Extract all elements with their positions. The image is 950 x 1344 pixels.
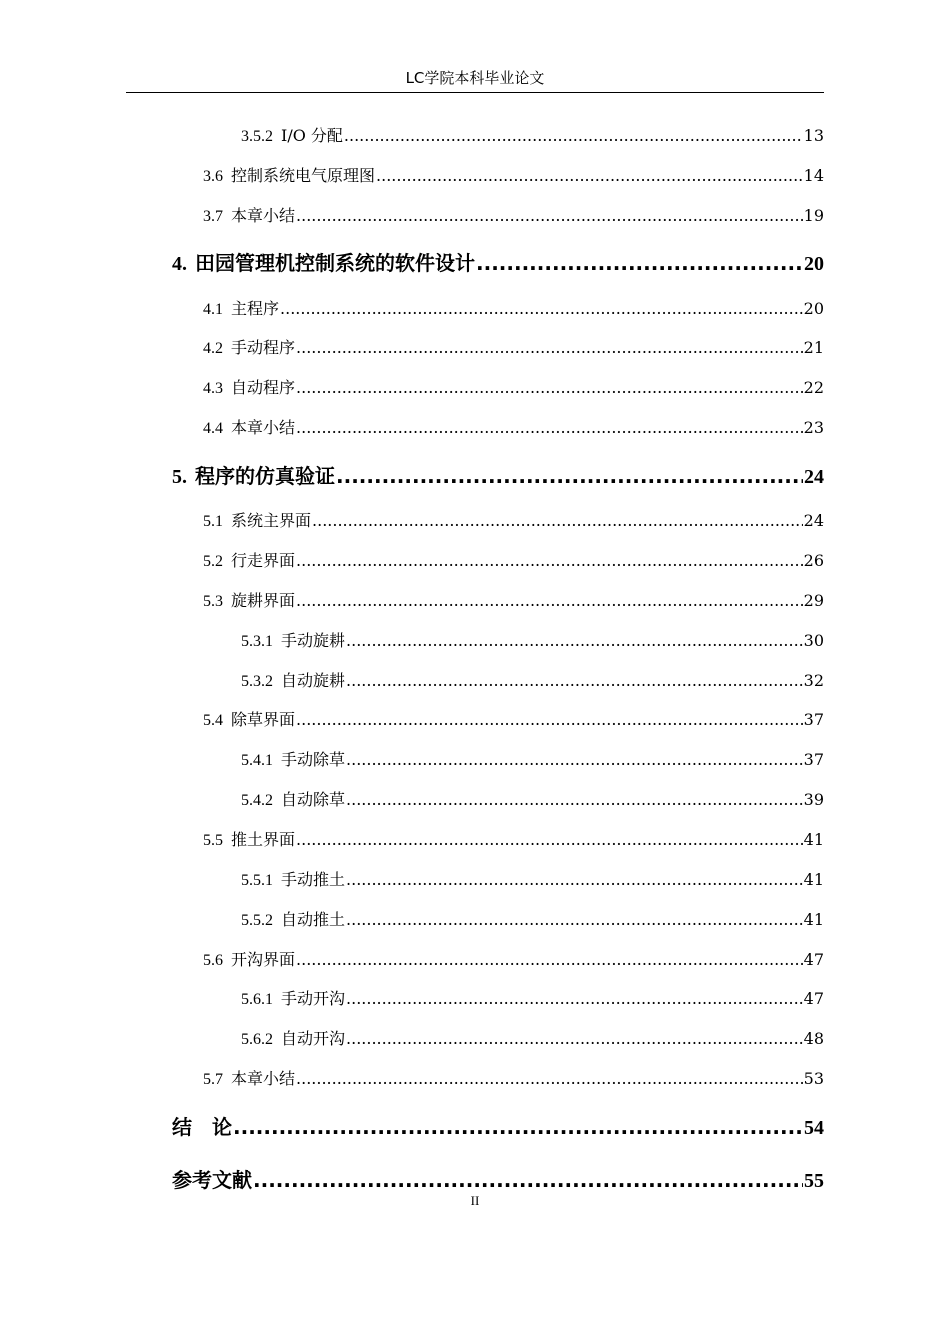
dot-leader	[346, 671, 803, 690]
toc-entry-page: 37	[803, 710, 824, 729]
toc-entry-page: 20	[803, 299, 824, 318]
toc-entry-number: 5.2	[203, 553, 223, 570]
toc-entry-number: 5.4.2	[241, 792, 273, 809]
toc-entry-number: 5.5.1	[241, 872, 273, 889]
toc-references[interactable]	[172, 1164, 824, 1193]
toc-entry-number: 4.4	[203, 420, 223, 437]
toc-entry-title: I/O 分配	[281, 126, 343, 145]
toc-entry-page: 14	[803, 166, 824, 185]
toc-entry-number: 5.5.2	[241, 912, 273, 929]
toc-entry-page: 24	[804, 466, 824, 488]
dot-leader	[296, 378, 803, 397]
toc-entry-title: 主程序	[231, 299, 280, 318]
dot-leader	[296, 1069, 803, 1088]
toc-entry-title: 除草界面	[231, 710, 296, 729]
toc-entry-title: 程序的仿真验证	[195, 464, 335, 488]
toc-entry-4-3[interactable]	[203, 375, 824, 398]
toc-entry-5-1[interactable]	[203, 508, 824, 531]
toc-entry-page: 48	[803, 1029, 824, 1048]
toc-entry-page: 32	[803, 671, 824, 690]
toc-entry-title: 手动除草	[281, 750, 346, 769]
toc-entry-title: 本章小结	[231, 418, 296, 437]
dot-leader	[346, 910, 803, 929]
toc-entry-title: 控制系统电气原理图	[231, 166, 376, 185]
toc-entry-5-3-1[interactable]	[241, 628, 824, 651]
toc-chapter-5[interactable]	[172, 460, 824, 489]
toc-conclusion[interactable]	[172, 1111, 824, 1140]
toc-entry-number: 4.2	[203, 340, 223, 357]
dot-leader	[346, 1029, 803, 1048]
toc-entry-4-1[interactable]	[203, 296, 824, 319]
page-number: II	[470, 1193, 480, 1208]
dot-leader	[346, 750, 803, 769]
dot-leader	[344, 126, 803, 145]
toc-entry-number: 5.5	[203, 832, 223, 849]
toc-entry-title: 自动推土	[281, 910, 346, 929]
toc-entry-5-2[interactable]	[203, 548, 824, 571]
toc-entry-5-3[interactable]	[203, 588, 824, 611]
toc-entry-page: 26	[803, 551, 824, 570]
toc-entry-5-3-2[interactable]	[241, 668, 824, 691]
toc-entry-page: 47	[803, 989, 824, 1008]
toc-entry-4-4[interactable]	[203, 415, 824, 438]
toc-entry-title: 自动程序	[231, 378, 296, 397]
toc-entry-title: 开沟界面	[231, 950, 296, 969]
toc-entry-title: 自动开沟	[281, 1029, 346, 1048]
toc-entry-number: 5.4.1	[241, 752, 273, 769]
toc-entry-title: 本章小结	[231, 1069, 296, 1088]
toc-entry-page: 29	[803, 591, 824, 610]
dot-leader	[296, 591, 803, 610]
toc-entry-3-7[interactable]	[203, 203, 824, 226]
toc-entry-page: 24	[803, 511, 824, 530]
toc-entry-number: 5.6	[203, 952, 223, 969]
toc-entry-5-4-2[interactable]	[241, 787, 824, 810]
dot-leader	[233, 1115, 803, 1139]
toc-entry-5-4-1[interactable]	[241, 747, 824, 770]
toc-entry-title: 本章小结	[231, 206, 296, 225]
dot-leader	[296, 830, 803, 849]
dot-leader	[296, 950, 803, 969]
toc-entry-5-5-2[interactable]	[241, 907, 824, 930]
toc-entry-number: 3.6	[203, 168, 223, 185]
toc-entry-page: 13	[803, 126, 824, 145]
dot-leader	[346, 989, 803, 1008]
dot-leader	[253, 1168, 803, 1192]
toc-entry-title: 结 论	[172, 1115, 232, 1139]
toc-entry-4-2[interactable]	[203, 335, 824, 358]
toc-entry-page: 41	[803, 910, 824, 929]
toc-entry-5-5[interactable]	[203, 827, 824, 850]
toc-entry-page: 19	[803, 206, 824, 225]
toc-entry-page: 55	[804, 1170, 824, 1192]
toc-entry-page: 21	[803, 338, 824, 357]
toc-entry-number: 5.7	[203, 1071, 223, 1088]
toc-entry-page: 20	[804, 253, 824, 275]
toc-entry-5-6[interactable]	[203, 947, 824, 970]
toc-entry-page: 23	[803, 418, 824, 437]
toc-entry-3-5-2[interactable]	[241, 123, 824, 146]
dot-leader	[336, 464, 803, 488]
dot-leader	[280, 299, 803, 318]
toc-chapter-4[interactable]	[172, 247, 824, 276]
dot-leader	[476, 251, 803, 275]
toc-entry-5-4[interactable]	[203, 707, 824, 730]
toc-entry-page: 54	[804, 1117, 824, 1139]
dot-leader	[312, 511, 803, 530]
toc-entry-5-6-2[interactable]	[241, 1026, 824, 1049]
toc-entry-title: 自动旋耕	[281, 671, 346, 690]
toc-entry-title: 手动程序	[231, 338, 296, 357]
toc-entry-page: 39	[803, 790, 824, 809]
toc-entry-page: 41	[803, 870, 824, 889]
dot-leader	[376, 166, 803, 185]
toc-entry-number: 5.6.2	[241, 1031, 273, 1048]
toc-entry-number: 5.1	[203, 513, 223, 530]
dot-leader	[296, 206, 803, 225]
toc-entry-page: 47	[803, 950, 824, 969]
toc-entry-title: 手动推土	[281, 870, 346, 889]
toc-entry-page: 30	[803, 631, 824, 650]
toc-entry-page: 22	[803, 378, 824, 397]
toc-entry-title: 推土界面	[231, 830, 296, 849]
toc-entry-page: 37	[803, 750, 824, 769]
toc-entry-5-7[interactable]	[203, 1066, 824, 1089]
toc-entry-number: 4.1	[203, 301, 223, 318]
toc-entry-title: 田园管理机控制系统的软件设计	[195, 251, 475, 275]
dot-leader	[296, 338, 803, 357]
toc-entry-number: 5.3.1	[241, 633, 273, 650]
toc-entry-3-6[interactable]	[203, 163, 824, 186]
toc-entry-number: 5.4	[203, 712, 223, 729]
dot-leader	[296, 710, 803, 729]
toc-entry-title: 旋耕界面	[231, 591, 296, 610]
dot-leader	[346, 870, 803, 889]
toc-entry-number: 4.	[172, 253, 187, 275]
toc-entry-title: 行走界面	[231, 551, 296, 570]
dot-leader	[346, 790, 803, 809]
toc-entry-title: 手动开沟	[281, 989, 346, 1008]
dot-leader	[296, 551, 803, 570]
toc-entry-number: 5.3	[203, 593, 223, 610]
toc-entry-page: 41	[803, 830, 824, 849]
toc-entry-number: 3.5.2	[241, 128, 273, 145]
toc-entry-title: 系统主界面	[231, 511, 312, 530]
toc-entry-number: 5.6.1	[241, 991, 273, 1008]
toc-entry-number: 4.3	[203, 380, 223, 397]
header-title: LC学院本科毕业论文	[405, 69, 545, 87]
dot-leader	[296, 418, 803, 437]
toc-entry-page: 53	[803, 1069, 824, 1088]
dot-leader	[346, 631, 803, 650]
toc-entry-5-6-1[interactable]	[241, 986, 824, 1009]
toc-entry-number: 5.	[172, 466, 187, 488]
toc-entry-title: 手动旋耕	[281, 631, 346, 650]
toc-entry-number: 3.7	[203, 208, 223, 225]
toc-entry-5-5-1[interactable]	[241, 867, 824, 890]
toc-entry-title: 参考文献	[172, 1168, 252, 1192]
toc-entry-number: 5.3.2	[241, 673, 273, 690]
toc-entry-title: 自动除草	[281, 790, 346, 809]
